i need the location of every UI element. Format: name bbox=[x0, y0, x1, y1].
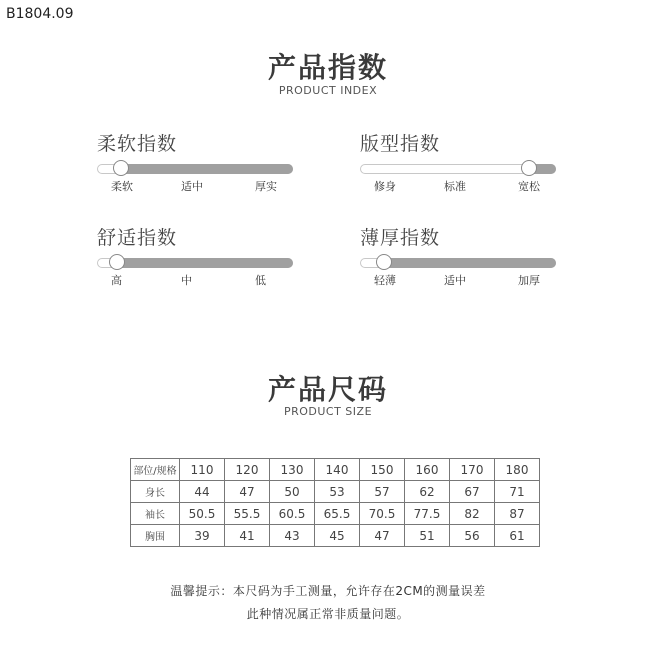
table-cell: 65.5 bbox=[315, 503, 360, 525]
table-cell: 56 bbox=[450, 525, 495, 547]
table-cell: 50.5 bbox=[180, 503, 225, 525]
table-cell: 47 bbox=[225, 481, 270, 503]
index-section-subtitle: PRODUCT INDEX bbox=[278, 84, 378, 97]
table-cell: 60.5 bbox=[270, 503, 315, 525]
slider-knob bbox=[376, 254, 392, 270]
index-slider bbox=[360, 258, 556, 268]
table-header-cell: 部位/规格 bbox=[131, 459, 180, 481]
table-cell: 55.5 bbox=[225, 503, 270, 525]
table-cell: 77.5 bbox=[405, 503, 450, 525]
table-header-cell: 130 bbox=[270, 459, 315, 481]
index-labels bbox=[97, 178, 293, 192]
index-slider bbox=[97, 164, 293, 174]
size-table bbox=[130, 458, 540, 547]
index-name: 柔软指数 bbox=[97, 133, 178, 155]
index-labels bbox=[360, 272, 556, 286]
index-labels bbox=[360, 178, 556, 192]
table-cell: 61 bbox=[495, 525, 540, 547]
table-cell: 47 bbox=[360, 525, 405, 547]
index-slider bbox=[97, 258, 293, 268]
table-header-cell: 170 bbox=[450, 459, 495, 481]
index-label-mid: 适中 bbox=[444, 274, 466, 287]
slider-fill bbox=[117, 258, 293, 268]
slider-fill bbox=[121, 164, 293, 174]
index-label-high: 加厚 bbox=[518, 274, 540, 287]
table-cell: 53 bbox=[315, 481, 360, 503]
size-section-title: 产品尺码 bbox=[267, 373, 388, 406]
index-fit bbox=[360, 129, 556, 192]
table-cell: 袖长 bbox=[131, 503, 180, 525]
table-cell: 44 bbox=[180, 481, 225, 503]
index-name: 舒适指数 bbox=[97, 227, 178, 249]
table-header-cell: 120 bbox=[225, 459, 270, 481]
table-cell: 43 bbox=[270, 525, 315, 547]
table-cell: 41 bbox=[225, 525, 270, 547]
slider-knob bbox=[113, 160, 129, 176]
index-label-low: 修身 bbox=[374, 180, 396, 193]
table-cell: 70.5 bbox=[360, 503, 405, 525]
index-label-low: 高 bbox=[111, 274, 122, 287]
table-header-cell: 140 bbox=[315, 459, 360, 481]
table-cell: 50 bbox=[270, 481, 315, 503]
index-labels bbox=[97, 272, 293, 286]
table-cell: 67 bbox=[450, 481, 495, 503]
table-cell: 82 bbox=[450, 503, 495, 525]
index-section-title: 产品指数 bbox=[267, 51, 388, 84]
table-cell: 57 bbox=[360, 481, 405, 503]
measurement-note: 温馨提示：本尺码为手工测量，允许存在2CM的测量误差 bbox=[170, 584, 486, 598]
index-slider bbox=[360, 164, 556, 174]
table-cell: 39 bbox=[180, 525, 225, 547]
table-header-cell: 150 bbox=[360, 459, 405, 481]
size-section-subtitle: PRODUCT SIZE bbox=[283, 405, 373, 418]
index-name: 版型指数 bbox=[360, 133, 441, 155]
table-cell: 87 bbox=[495, 503, 540, 525]
index-label-mid: 标准 bbox=[444, 180, 466, 193]
index-label-mid: 适中 bbox=[181, 180, 203, 193]
table-cell: 51 bbox=[405, 525, 450, 547]
index-label-high: 厚实 bbox=[255, 180, 277, 193]
table-row bbox=[131, 481, 540, 503]
index-name: 薄厚指数 bbox=[360, 227, 441, 249]
table-header-cell: 160 bbox=[405, 459, 450, 481]
table-cell: 胸围 bbox=[131, 525, 180, 547]
index-label-low: 轻薄 bbox=[374, 274, 396, 287]
index-label-mid: 中 bbox=[181, 274, 192, 287]
index-comfort bbox=[97, 223, 293, 286]
slider-knob bbox=[521, 160, 537, 176]
table-cell: 71 bbox=[495, 481, 540, 503]
quality-note: 此种情况属正常非质量问题。 bbox=[246, 607, 410, 621]
index-thickness bbox=[360, 223, 556, 286]
table-row bbox=[131, 503, 540, 525]
table-cell: 62 bbox=[405, 481, 450, 503]
index-softness bbox=[97, 129, 293, 192]
table-cell: 45 bbox=[315, 525, 360, 547]
table-header-cell: 110 bbox=[180, 459, 225, 481]
index-label-high: 宽松 bbox=[518, 180, 540, 193]
index-label-high: 低 bbox=[255, 274, 266, 287]
slider-fill bbox=[384, 258, 556, 268]
index-label-low: 柔软 bbox=[111, 180, 133, 193]
table-row bbox=[131, 525, 540, 547]
product-code: B1804.09 bbox=[6, 6, 74, 22]
table-header-row bbox=[131, 459, 540, 481]
table-cell: 身长 bbox=[131, 481, 180, 503]
table-header-cell: 180 bbox=[495, 459, 540, 481]
slider-knob bbox=[109, 254, 125, 270]
